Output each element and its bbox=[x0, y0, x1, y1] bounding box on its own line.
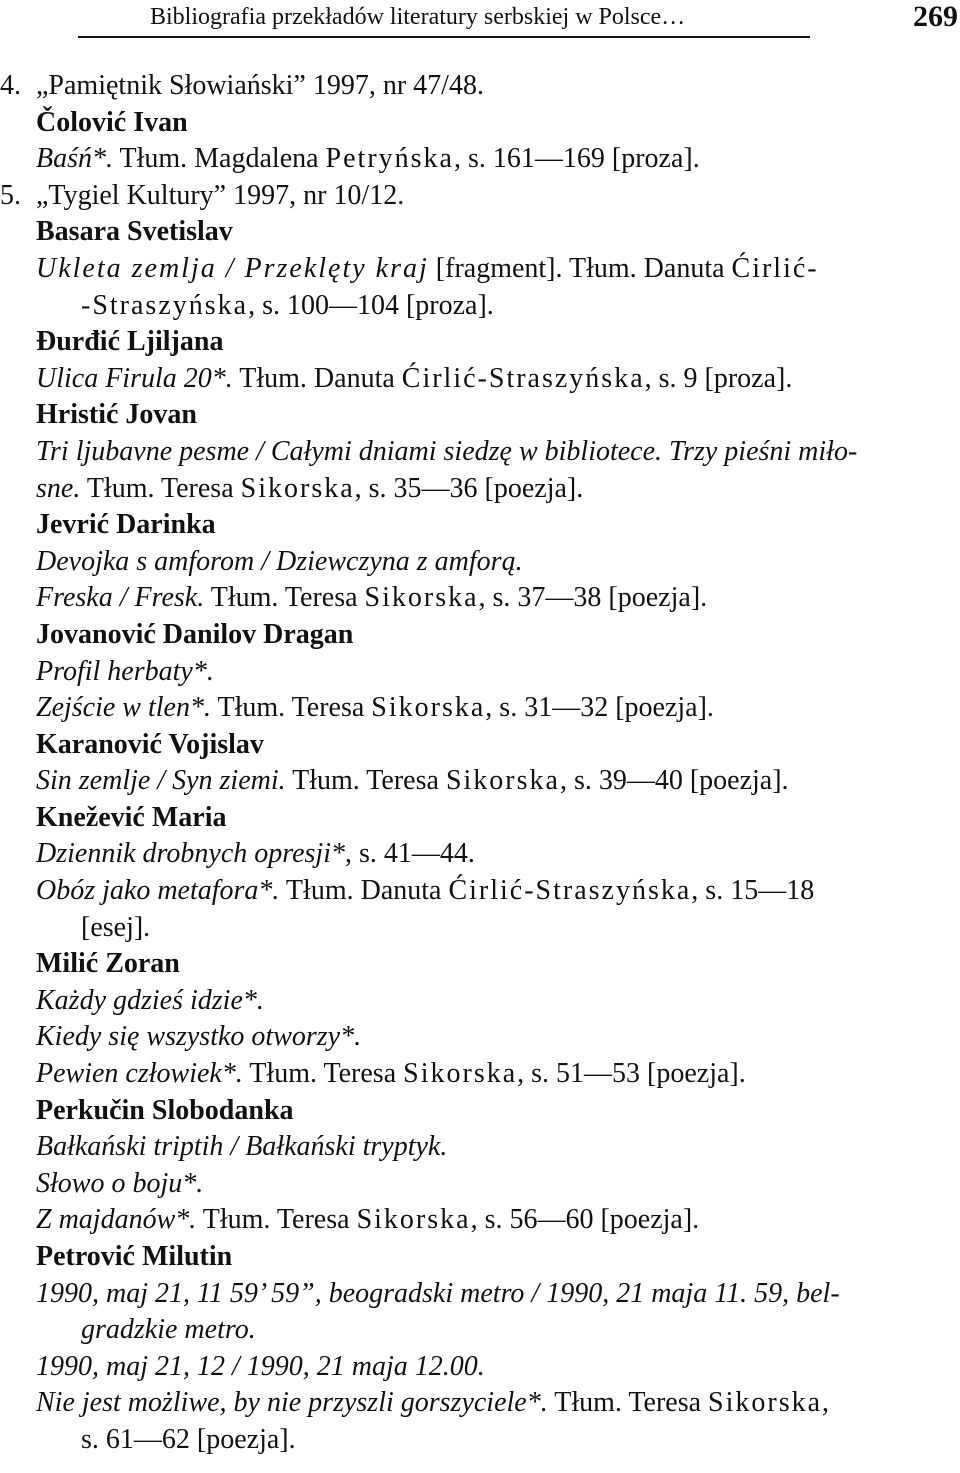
journal-title: „Pamiętnik Słowiański” 1997, nr 47/48. bbox=[36, 70, 484, 101]
translator-name: Sikorska bbox=[240, 472, 355, 504]
work-entry bbox=[0, 251, 960, 288]
journal-entry bbox=[0, 178, 960, 215]
author-heading bbox=[0, 800, 960, 837]
work-entry bbox=[0, 1276, 960, 1313]
translator-name: Sikorska bbox=[708, 1387, 823, 1419]
work-entry bbox=[0, 1129, 960, 1166]
translator-name: Ćirlić-Straszyńska bbox=[448, 875, 692, 907]
work-title: Baśń*. bbox=[36, 143, 113, 175]
author-name: Knežević Maria bbox=[36, 801, 227, 833]
page-range: , s. 100—104 [proza]. bbox=[248, 289, 494, 321]
author-name: Čolović Ivan bbox=[36, 106, 188, 138]
running-title: Bibliografia przekładów literatury serbskiej w Polsce… bbox=[150, 4, 686, 30]
translator-name: Sikorska bbox=[403, 1058, 518, 1090]
author-heading bbox=[0, 727, 960, 764]
author-name: Petrović Milutin bbox=[36, 1241, 233, 1272]
page-range: , s. 35—36 [poezja]. bbox=[354, 472, 584, 504]
author-name: Hristić Jovan bbox=[36, 399, 197, 431]
translator-name: Ćirlić- bbox=[731, 252, 819, 284]
work-entry-continued bbox=[0, 471, 960, 508]
work-entry-continued bbox=[0, 910, 960, 947]
work-entry bbox=[0, 141, 960, 178]
page-range: , s. 56—60 [poezja]. bbox=[470, 1204, 700, 1236]
header-rule bbox=[78, 36, 810, 38]
author-heading bbox=[0, 324, 960, 361]
translation-note: Tłum. Teresa bbox=[196, 1204, 357, 1236]
work-title: 1990, maj 21, 11 59’ 59”, beogradski metro / 1990, 21 maja 11. 59, bel- bbox=[36, 1277, 840, 1309]
translation-note: Tłum. Danuta bbox=[232, 362, 402, 394]
author-name: Milić Zoran bbox=[36, 948, 180, 980]
author-name: Jevrić Darinka bbox=[36, 509, 216, 541]
work-title: Obóz jako metafora*. bbox=[36, 875, 280, 907]
work-title: Ukleta zemlja / Przeklęty kraj bbox=[36, 252, 429, 284]
work-entry bbox=[0, 1349, 960, 1386]
work-entry bbox=[0, 544, 960, 581]
work-title: Dziennik drobnych opresji* bbox=[36, 838, 345, 870]
entry-number: 4. bbox=[0, 70, 21, 101]
page-range: , s. 31—32 [poezja]. bbox=[485, 692, 714, 724]
work-entry bbox=[0, 361, 960, 398]
work-entry bbox=[0, 836, 960, 873]
translation-note: [fragment]. Tłum. Danuta bbox=[428, 252, 732, 284]
work-title: Sin zemlje / Syn ziemi. bbox=[36, 765, 286, 797]
work-title: Każdy gdzieś idzie*. bbox=[36, 984, 264, 1016]
translator-name: Petryńska bbox=[325, 143, 454, 175]
bibliography-list bbox=[0, 68, 960, 1459]
work-entry-continued bbox=[0, 1312, 960, 1349]
author-heading bbox=[0, 1239, 960, 1276]
work-title: Kiedy się wszystko otworzy*. bbox=[36, 1021, 362, 1053]
page-range: , s. 161—169 [proza]. bbox=[453, 143, 700, 175]
work-entry bbox=[0, 690, 960, 727]
work-title: sne. bbox=[36, 472, 81, 504]
page-range: , s. 51—53 [poezja]. bbox=[517, 1058, 746, 1090]
punctuation: , bbox=[822, 1387, 830, 1419]
work-title: Nie jest możliwe, by nie przyszli gorszyciele*. bbox=[36, 1387, 548, 1419]
translator-name: Sikorska bbox=[356, 1204, 471, 1236]
translation-note: Tłum. Magdalena bbox=[113, 143, 326, 175]
work-title: Profil herbaty*. bbox=[36, 655, 214, 687]
translation-note: Tłum. Teresa bbox=[80, 472, 241, 504]
author-name: Basara Svetislav bbox=[36, 216, 233, 248]
page-range: , s. 39—40 [poezja]. bbox=[559, 765, 789, 797]
genre-note: [esej]. bbox=[81, 911, 151, 943]
work-entry-continued bbox=[0, 1422, 960, 1459]
work-entry-continued bbox=[0, 288, 960, 325]
work-title: Freska / Fresk. bbox=[36, 582, 205, 614]
author-name: Perkučin Slobodanka bbox=[36, 1094, 294, 1126]
author-heading bbox=[0, 214, 960, 251]
translation-note: Tłum. Teresa bbox=[547, 1387, 709, 1419]
author-heading bbox=[0, 1093, 960, 1130]
work-entry bbox=[0, 654, 960, 691]
journal-title: „Tygiel Kultury” 1997, nr 10/12. bbox=[36, 179, 405, 211]
work-title: Pewien człowiek*. bbox=[36, 1058, 243, 1090]
translator-name: Ćirlić-Straszyńska bbox=[401, 362, 645, 394]
translator-name: Sikorska bbox=[445, 765, 560, 797]
work-title: Z majdanów*. bbox=[36, 1204, 197, 1236]
translation-note: Tłum. Teresa bbox=[210, 692, 372, 724]
work-title: Tri ljubavne pesme / Całymi dniami siedzę w bibliotece. Trzy pieśni miło- bbox=[36, 435, 858, 467]
translation-note: Tłum. Teresa bbox=[242, 1058, 404, 1090]
journal-entry bbox=[0, 68, 960, 105]
translator-name: Sikorska bbox=[371, 692, 486, 724]
page-header bbox=[78, 0, 958, 40]
work-entry bbox=[0, 1166, 960, 1203]
work-entry bbox=[0, 1019, 960, 1056]
author-name: Đurđić Ljiljana bbox=[36, 326, 224, 358]
work-entry bbox=[0, 1056, 960, 1093]
page-range: , s. 41—44. bbox=[344, 838, 475, 870]
work-title: Bałkański triptih / Bałkański tryptyk. bbox=[36, 1131, 448, 1163]
work-title: Zejście w tlen*. bbox=[36, 692, 211, 724]
author-heading bbox=[0, 946, 960, 983]
author-heading bbox=[0, 105, 960, 142]
page-number: 269 bbox=[913, 0, 958, 33]
work-title: Słowo o boju*. bbox=[36, 1167, 204, 1199]
page-range: s. 61—62 [poezja]. bbox=[81, 1423, 296, 1455]
work-entry bbox=[0, 1202, 960, 1239]
entry-number: 5. bbox=[0, 179, 21, 211]
author-heading bbox=[0, 507, 960, 544]
work-entry bbox=[0, 983, 960, 1020]
work-title: 1990, maj 21, 12 / 1990, 21 maja 12.00. bbox=[36, 1350, 485, 1382]
translator-name: Sikorska bbox=[364, 582, 479, 614]
work-title: gradzkie metro. bbox=[81, 1314, 256, 1346]
page-range: , s. 9 [proza]. bbox=[644, 362, 793, 394]
translation-note: Tłum. Teresa bbox=[204, 582, 365, 614]
work-entry bbox=[0, 1385, 960, 1422]
author-heading bbox=[0, 617, 960, 654]
author-heading bbox=[0, 397, 960, 434]
work-entry bbox=[0, 434, 960, 471]
author-name: Karanović Vojislav bbox=[36, 728, 264, 760]
translation-note: Tłum. Teresa bbox=[285, 765, 446, 797]
work-entry bbox=[0, 580, 960, 617]
page-range: , s. 37—38 [poezja]. bbox=[478, 582, 708, 614]
translator-name: -Straszyńska bbox=[81, 289, 249, 321]
work-entry bbox=[0, 873, 960, 910]
author-name: Jovanović Danilov Dragan bbox=[36, 618, 354, 650]
work-title: Ulica Firula 20*. bbox=[36, 362, 233, 394]
work-entry bbox=[0, 763, 960, 800]
translation-note: Tłum. Danuta bbox=[279, 875, 449, 907]
work-title: Devojka s amforom / Dziewczyna z amforą. bbox=[36, 545, 523, 577]
page-range: , s. 15—18 bbox=[691, 875, 815, 907]
